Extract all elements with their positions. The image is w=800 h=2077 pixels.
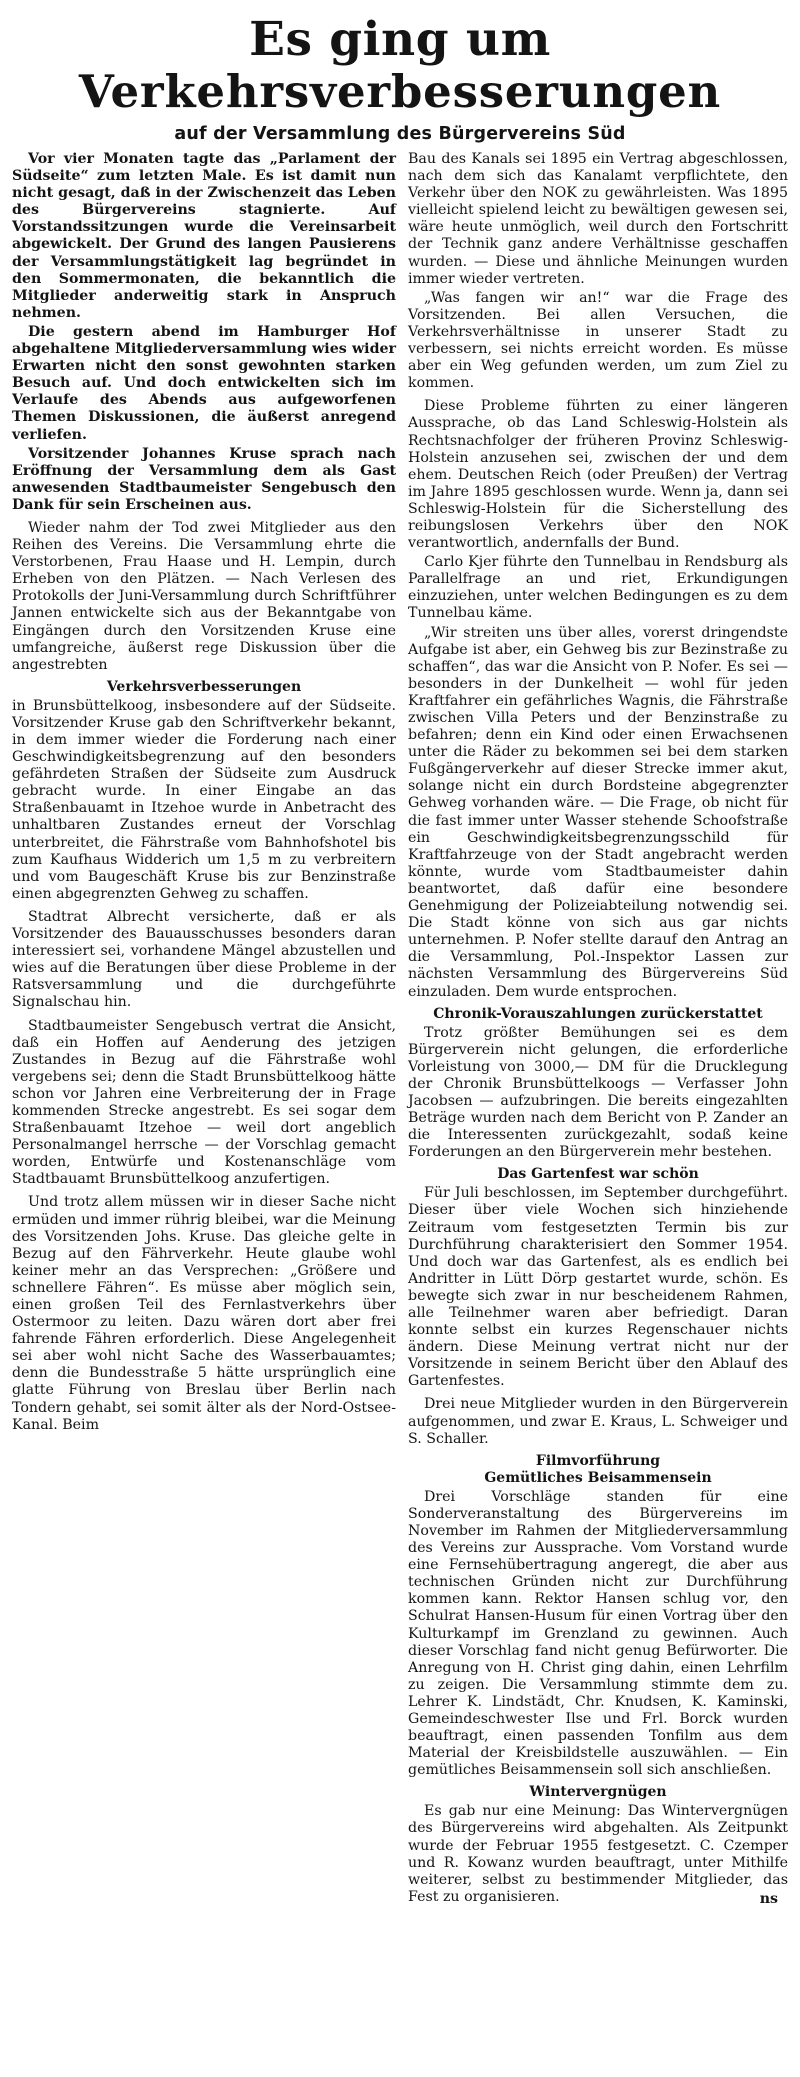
paragraph: Drei neue Mitglieder wurden in den Bürgerverein aufgenommen, und zwar E. Kraus, L. Schweiger und S. Schaller. bbox=[408, 1396, 788, 1447]
paragraph: „Was fangen wir an!“ war die Frage des Vorsitzenden. Bei allen Versuchen, die Verkehrsverhältnisse in unserer Stadt zu verbessern, sei nichts erreicht worden. Es müsse aber ein Weg gefunden werden, um zum Ziel zu kommen. bbox=[408, 289, 788, 392]
paragraph: Wieder nahm der Tod zwei Mitglieder aus den Reihen des Vereins. Die Versammlung ehrte die Verstorbenen, Frau Haase und H. Lempin, durch Erheben von den Plätzen. — Nach Verlesen des Protokolls der Juni-Versammlung durch Schriftführer Jannen entwickelte sich aus der Bekanntgabe von Eingängen durch den Vorsitzenden Kruse eine umfangreiche, äußerst rege Diskussion über die angestrebten bbox=[12, 519, 396, 673]
paragraph: Und trotz allem müssen wir in dieser Sache nicht ermüden und immer rührig bleibei, war die Meinung des Vorsitzenden Johs. Kruse. Das gleiche gelte in Bezug auf den Fährverkehr. Heute glaube wohl keiner mehr an das Versprechen: „Größere und schnellere Fähren“. Es müsse aber möglich sein, einen großen Teil des Fernlastverkehrs über Ostermoor zu leiten. Dazu wären dort aber frei fahrende Fähren erforderlich. Diese Angelegenheit sei aber wohl nicht Sache des Wasserbauamtes; denn die Bundesstraße 5 hätte ursprünglich eine glatte Führung von Breslau über Berlin nach Tondern gehabt, sei somit älter als der Nord-Ostsee-Kanal. Beim bbox=[12, 1194, 396, 1433]
headline-line-2: Verkehrsverbesserungen bbox=[78, 65, 722, 118]
paragraph: Es gab nur eine Meinung: Das Wintervergnügen des Bürgervereins wird abgehalten. Als Zeitpunkt wurde der Februar 1955 festgesetzt. C. Czemper und R. Kowanz wurden beauftragt, unter Mithilfe weiterer, selbst zu bestimmender Mitglieder, das Fest zu organisieren. bbox=[408, 1803, 788, 1905]
paragraph: Diese Probleme führten zu einer längeren Aussprache, ob das Land Schleswig-Holstein als Rechtsnachfolger der früheren Provinz Schleswig-Holstein anzusehen sei, zwischen der und dem ehem. Deutschen Reich (oder Preußen) der Vertrag im Jahre 1895 geschlossen wurde. Wenn ja, dann sei Schleswig-Holstein für die Sicherstellung des reibungslosen Verkehrs über den NOK verantwortlich, andernfalls der Bund. bbox=[408, 398, 788, 552]
article-header bbox=[0, 14, 800, 146]
paragraph: Trotz größter Bemühungen sei es dem Bürgerverein nicht gelungen, die erforderliche Vorleistung von 3000,— DM für die Drucklegung der Chronik Brunsbüttelkoogs — Verfasser John Jacobsen — aufzubringen. Die bereits eingezahlten Beträge wurden nach dem Bericht von P. Zander an die Interessenten zurückgezahlt, sodaß keine Forderungen an den Bürgerverein mehr bestehen. bbox=[408, 1024, 788, 1161]
subheadline: auf der Versammlung des Bürgervereins Süd bbox=[174, 124, 626, 144]
section-heading: Gemütliches Beisammensein bbox=[484, 1469, 712, 1486]
headline-line-1: Es ging um bbox=[249, 12, 551, 67]
right-column bbox=[408, 151, 788, 1908]
author-signature: ns bbox=[759, 1890, 778, 1907]
paragraph: „Wir streiten uns über alles, vorerst dringendste Aufgabe ist aber, ein Gehweg bis zur Bezinstraße zu schaffen“, das war die Ansicht von P. Nofer. Es sei — besonders in der Dunkelheit — wohl für jeden Kraftfahrer ein gefährliches Wagnis, die Fährstraße zwischen Villa Peters und der Benzinstraße zu befahren; denn ein Kind oder einen Erwachsenen unter die Räder zu bekommen sei bei dem starken Fußgängerverkehr auf dieser Strecke immer akut, solange nicht ein durch Bordsteine abgegrenzter Gehweg vorhanden wäre. — Die Frage, ob nicht für die fast immer unter Wasser stehende Schoofstraße ein Geschwindigkeitsbegrenzungsschild für Kraftfahrzeuge von der Stadt angebracht werden könnte, wurde vom Stadtbaumeister dahin beantwortet, daß dafür eine besondere Genehmigung der Polizeiabteilung notwendig sei. Die Stadt könne von sich aus gar nichts unternehmen. P. Nofer stellte darauf den Antrag an die Versammlung, Pol.-Inspektor Lassen zur nächsten Versammlung des Bürgervereins Süd einzuladen. Dem wurde entsprochen. bbox=[408, 624, 788, 1000]
paragraph: Bau des Kanals sei 1895 ein Vertrag abgeschlossen, nach dem sich das Kanalamt verpflichtete, den Verkehr über den NOK zu gewährleisten. Was 1895 vielleicht spielend leicht zu bewältigen gewesen sei, wäre heute unmöglich, weil durch den Fortschritt der Technik ganz andere Verhältnisse geschaffen wurden. — Diese und ähnliche Meinungen wurden immer wieder vertreten. bbox=[408, 151, 788, 287]
paragraph: Drei Vorschläge standen für eine Sonderveranstaltung des Bürgervereins im November im Rahmen der Mitgliederversammlung des Vereins zur Aussprache. Vom Vorstand wurde eine Fernsehübertragung angeregt, die aber aus technischen Gründen nicht zur Durchführung kommen kann. Rektor Hansen schlug vor, den Schulrat Hansen-Husum für einen Vortrag über den Kulturkampf im Grenzland zu gewinnen. Auch dieser Vorschlag fand nicht genug Befürworter. Die Anregung von H. Christ ging dahin, einen Lehrfilm zu zeigen. Die Versammlung stimmte dem zu. Lehrer K. Lindstädt, Chr. Knudsen, K. Kaminski, Gemeindeschwester Ilse und Frl. Borck wurden beauftragt, einen passenden Tonfilm aus dem Material der Kreisbildstelle auszuwählen. — Ein gemütliches Beisammensein soll sich anschließen. bbox=[408, 1488, 788, 1779]
left-column bbox=[12, 151, 396, 1436]
section-heading: Das Gartenfest war schön bbox=[497, 1166, 699, 1183]
section-heading: Wintervergnügen bbox=[529, 1784, 667, 1801]
paragraph: in Brunsbüttelkoog, insbesondere auf der Südseite. Vorsitzender Kruse gab den Schriftverkehr bekannt, in dem immer wieder die Forderung nach einer Geschwindigkeitsbegrenzung auf den besonders gefährdeten Straßen der Südseite zum Ausdruck gebracht wurde. In einer Eingabe an das Straßenbauamt in Itzehoe wurde in Anbetracht des unhaltbaren Zustandes erneut der Vorschlag unterbreitet, die Fährstraße vom Bahnhofshotel bis zum Kaufhaus Widderich um 1,5 m zu verbreitern und vom Baugeschäft Kruse bis zur Benzinstraße einen abgegrenzten Gehweg zu schaffen. bbox=[12, 697, 396, 902]
paragraph: Für Juli beschlossen, im September durchgeführt. Dieser über viele Wochen sich hinziehende Zeitraum vom festgesetzten Termin bis zur Durchführung charakterisiert den Sommer 1954. Und doch war das Gartenfest, als es endlich bei Andritter in Lütt Dörp gestartet wurde, schön. Es bewegte sich zwar in nur bescheidenem Rahmen, alle Teilnehmer waren aber befriedigt. Daran konnte selbst ein kurzes Regenschauer nichts ändern. Diese Meinung vertrat nicht nur der Vorsitzende in seinem Bericht über den Ablauf des Gartenfestes. bbox=[408, 1185, 788, 1390]
paragraph: Carlo Kjer führte den Tunnelbau in Rendsburg als Parallelfrage an und riet, Erkundigungen einzuziehen, unter welchen Bedingungen es zu dem Tunnelbau käme. bbox=[408, 554, 788, 622]
paragraph: Die gestern abend im Hamburger Hof abgehaltene Mitgliederversammlung wies wider Erwarten nicht den sonst gewohnten starken Besuch auf. Und doch entwickelten sich im Verlaufe des Abends aus aufgeworfenen Themen Diskussionen, die äußerst anregend verliefen. bbox=[12, 323, 396, 443]
section-heading: Filmvorführung bbox=[535, 1452, 661, 1469]
section-heading: Verkehrsverbesserungen bbox=[106, 678, 302, 695]
paragraph: Vorsitzender Johannes Kruse sprach nach Eröffnung der Versammlung dem als Gast anwesenden Stadtbaumeister Sengebusch den Dank für sein Erscheinen aus. bbox=[12, 445, 396, 513]
section-heading: Chronik-Vorauszahlungen zurückerstattet bbox=[433, 1005, 763, 1022]
paragraph: Vor vier Monaten tagte das „Parlament der Südseite“ zum letzten Male. Es ist damit nun nicht gesagt, daß in der Zwischenzeit das Leben des Bürgervereins stagnierte. Auf Vorstandssitzungen wurde die Vereinsarbeit abgewickelt. Der Grund des langen Pausierens der Versammlungstätigkeit lag begründet in den Sommermonaten, die bekanntlich die Mitglieder anderweitig stark in Anspruch nehmen. bbox=[12, 151, 396, 321]
paragraph: Stadtbaumeister Sengebusch vertrat die Ansicht, daß ein Hoffen auf Aenderung des jetzigen Zustandes in Bezug auf die Fährstraße wohl vergebens sei; denn die Stadt Brunsbüttelkoog hätte schon vor Jahren eine Verbreiterung der in Frage kommenden Strecke angestrebt. Es sei sogar dem Straßenbauamt Itzehoe — weil dort angeblich Personalmangel herrsche — der Vorschlag gemacht worden, Entwürfe und Kostenanschläge vom Stadtbauamt Brunsbüttelkoog anzufertigen. bbox=[12, 1017, 396, 1188]
paragraph: Stadtrat Albrecht versicherte, daß er als Vorsitzender des Bauausschusses besonders daran interessiert sei, vorhandene Mängel abzustellen und wies auf die Beratungen über diese Probleme in der Ratsversammlung und die durchgeführte Signalschau hin. bbox=[12, 908, 396, 1011]
